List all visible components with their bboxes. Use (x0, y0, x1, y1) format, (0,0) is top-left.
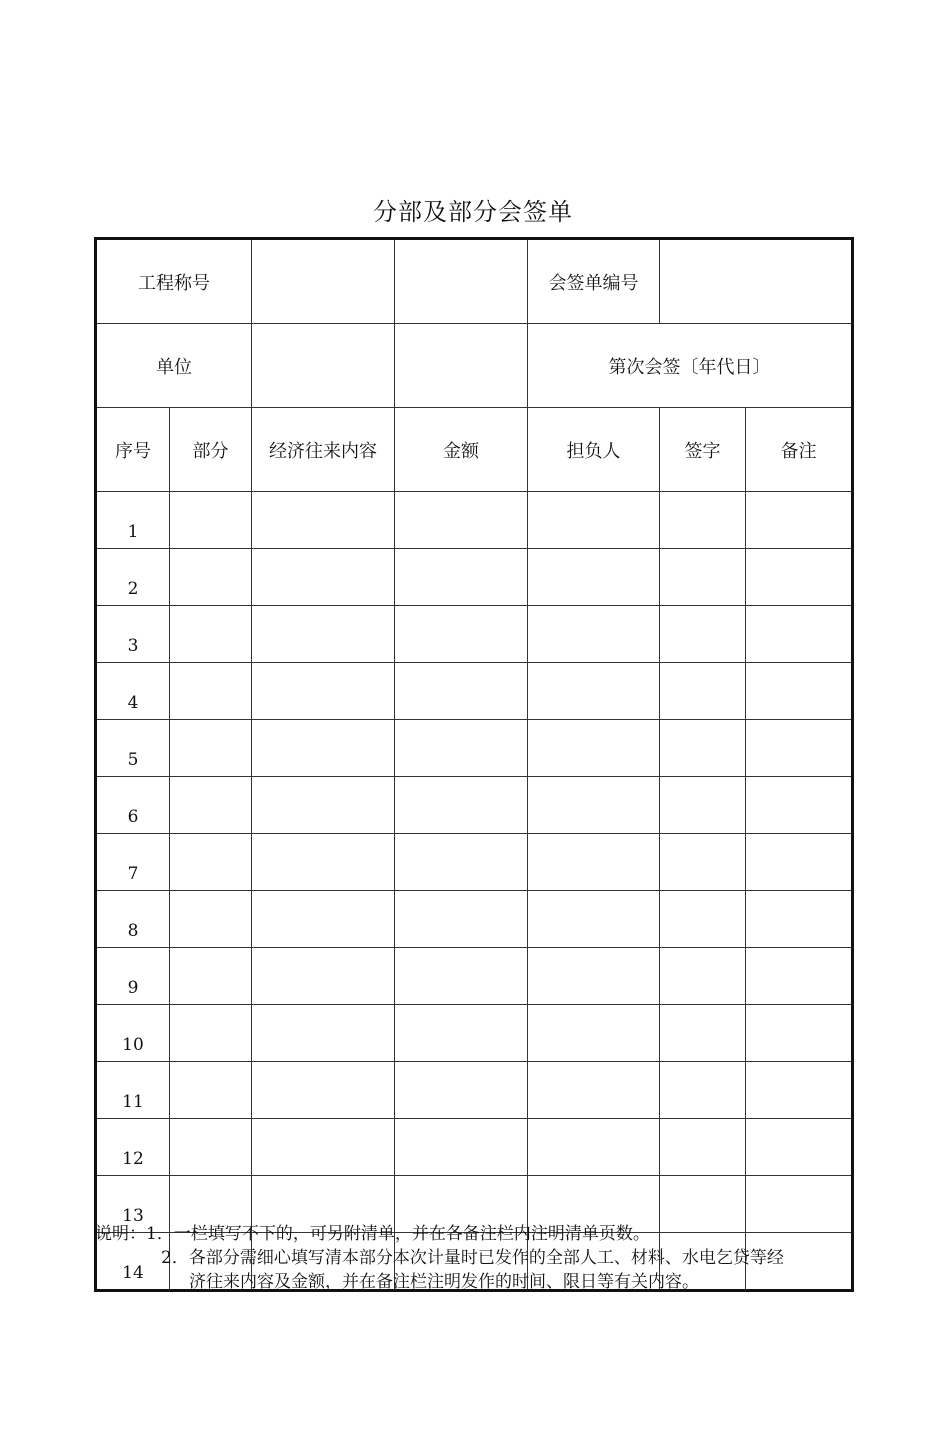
responsible-cell[interactable] (528, 948, 660, 1005)
row-number: 9 (96, 948, 170, 1005)
remarks-cell[interactable] (746, 1062, 853, 1119)
project-name-value-cell[interactable] (252, 239, 395, 324)
signature-cell[interactable] (660, 720, 746, 777)
unit-label: 单位 (96, 324, 252, 408)
row-number: 2 (96, 549, 170, 606)
signature-cell[interactable] (660, 1005, 746, 1062)
content-cell[interactable] (252, 1062, 395, 1119)
row-number: 3 (96, 606, 170, 663)
amount-cell[interactable] (395, 549, 528, 606)
project-name-extra-cell[interactable] (395, 239, 528, 324)
department-cell[interactable] (170, 777, 252, 834)
content-cell[interactable] (252, 549, 395, 606)
amount-cell[interactable] (395, 1005, 528, 1062)
department-cell[interactable] (170, 1005, 252, 1062)
unit-extra-cell[interactable] (395, 324, 528, 408)
table-row (96, 663, 853, 720)
responsible-cell[interactable] (528, 891, 660, 948)
row-number: 1 (96, 492, 170, 549)
column-header-remarks: 备注 (746, 408, 853, 492)
amount-cell[interactable] (395, 948, 528, 1005)
row-number: 11 (96, 1062, 170, 1119)
signature-cell[interactable] (660, 492, 746, 549)
content-cell[interactable] (252, 606, 395, 663)
content-cell[interactable] (252, 891, 395, 948)
responsible-cell[interactable] (528, 549, 660, 606)
column-header-department: 部分 (170, 408, 252, 492)
signature-cell[interactable] (660, 606, 746, 663)
project-row (96, 239, 853, 324)
remarks-cell[interactable] (746, 492, 853, 549)
column-header-responsible: 担负人 (528, 408, 660, 492)
notes (95, 1222, 855, 1294)
content-cell[interactable] (252, 720, 395, 777)
content-cell[interactable] (252, 777, 395, 834)
sign-number-label: 会签单编号 (528, 239, 660, 324)
responsible-cell[interactable] (528, 720, 660, 777)
note-item-1 (95, 1222, 855, 1246)
row-number: 4 (96, 663, 170, 720)
content-cell[interactable] (252, 663, 395, 720)
column-header-seq: 序号 (96, 408, 170, 492)
table-row (96, 948, 853, 1005)
amount-cell[interactable] (395, 720, 528, 777)
content-cell[interactable] (252, 948, 395, 1005)
content-cell[interactable] (252, 492, 395, 549)
remarks-cell[interactable] (746, 777, 853, 834)
row-number: 7 (96, 834, 170, 891)
row-number: 14 (96, 1233, 170, 1291)
signature-cell[interactable] (660, 948, 746, 1005)
sign-number-value-cell[interactable] (660, 239, 853, 324)
amount-cell[interactable] (395, 492, 528, 549)
department-cell[interactable] (170, 1062, 252, 1119)
table-row (96, 891, 853, 948)
unit-value-cell[interactable] (252, 324, 395, 408)
row-number: 10 (96, 1005, 170, 1062)
department-cell[interactable] (170, 663, 252, 720)
content-cell[interactable] (252, 834, 395, 891)
responsible-cell[interactable] (528, 1005, 660, 1062)
column-header-signature: 签字 (660, 408, 746, 492)
table-row (96, 606, 853, 663)
department-cell[interactable] (170, 549, 252, 606)
row-number: 5 (96, 720, 170, 777)
amount-cell[interactable] (395, 663, 528, 720)
content-cell[interactable] (252, 1119, 395, 1176)
remarks-cell[interactable] (746, 549, 853, 606)
responsible-cell[interactable] (528, 663, 660, 720)
responsible-cell[interactable] (528, 1119, 660, 1176)
signature-cell[interactable] (660, 777, 746, 834)
table-row (96, 777, 853, 834)
note-item-2-line-1: 2．各部分需细心填写清本部分本次计量时已发作的全部人工、材料、水电乞贷等经 (161, 1248, 784, 1268)
signature-cell[interactable] (660, 1062, 746, 1119)
table-row (96, 1005, 853, 1062)
amount-cell[interactable] (395, 1119, 528, 1176)
department-cell[interactable] (170, 1119, 252, 1176)
responsible-cell[interactable] (528, 492, 660, 549)
department-cell[interactable] (170, 720, 252, 777)
department-cell[interactable] (170, 492, 252, 549)
responsible-cell[interactable] (528, 777, 660, 834)
remarks-cell[interactable] (746, 1005, 853, 1062)
note-item-2-line-2: 济往来内容及金额，并在备注栏注明发作的时间、限日等有关内容。 (189, 1272, 699, 1292)
signature-cell[interactable] (660, 549, 746, 606)
row-number: 8 (96, 891, 170, 948)
amount-cell[interactable] (395, 1062, 528, 1119)
sign-date-label: 第次会签〔年代日〕 (528, 324, 853, 408)
signature-cell[interactable] (660, 891, 746, 948)
department-cell[interactable] (170, 834, 252, 891)
sign-off-table (94, 237, 854, 1292)
note-item-1-text: 1．一栏填写不下的，可另附清单，并在各备注栏内注明清单页数。 (146, 1224, 650, 1244)
project-name-label: 工程称号 (96, 239, 252, 324)
signature-cell[interactable] (660, 834, 746, 891)
remarks-cell[interactable] (746, 891, 853, 948)
row-number: 13 (96, 1176, 170, 1233)
data-rows (96, 492, 853, 1291)
amount-cell[interactable] (395, 834, 528, 891)
remarks-cell[interactable] (746, 663, 853, 720)
remarks-cell[interactable] (746, 834, 853, 891)
remarks-cell[interactable] (746, 948, 853, 1005)
department-cell[interactable] (170, 948, 252, 1005)
remarks-cell[interactable] (746, 1119, 853, 1176)
amount-cell[interactable] (395, 891, 528, 948)
responsible-cell[interactable] (528, 834, 660, 891)
department-cell[interactable] (170, 891, 252, 948)
department-cell[interactable] (170, 606, 252, 663)
table-row (96, 549, 853, 606)
amount-cell[interactable] (395, 606, 528, 663)
table-row (96, 1119, 853, 1176)
amount-cell[interactable] (395, 777, 528, 834)
column-header-amount: 金额 (395, 408, 528, 492)
signature-cell[interactable] (660, 663, 746, 720)
remarks-cell[interactable] (746, 606, 853, 663)
remarks-cell[interactable] (746, 720, 853, 777)
responsible-cell[interactable] (528, 606, 660, 663)
row-number: 12 (96, 1119, 170, 1176)
notes-prefix: 说明： (95, 1224, 146, 1244)
table-row (96, 834, 853, 891)
unit-row (96, 324, 853, 408)
table-row (96, 720, 853, 777)
column-header-row (96, 408, 853, 492)
table-row (96, 1062, 853, 1119)
responsible-cell[interactable] (528, 1062, 660, 1119)
row-number: 6 (96, 777, 170, 834)
signature-cell[interactable] (660, 1119, 746, 1176)
document-title: 分部及部分会签单 (373, 198, 573, 226)
table-row (96, 492, 853, 549)
content-cell[interactable] (252, 1005, 395, 1062)
column-header-content: 经济往来内容 (252, 408, 395, 492)
